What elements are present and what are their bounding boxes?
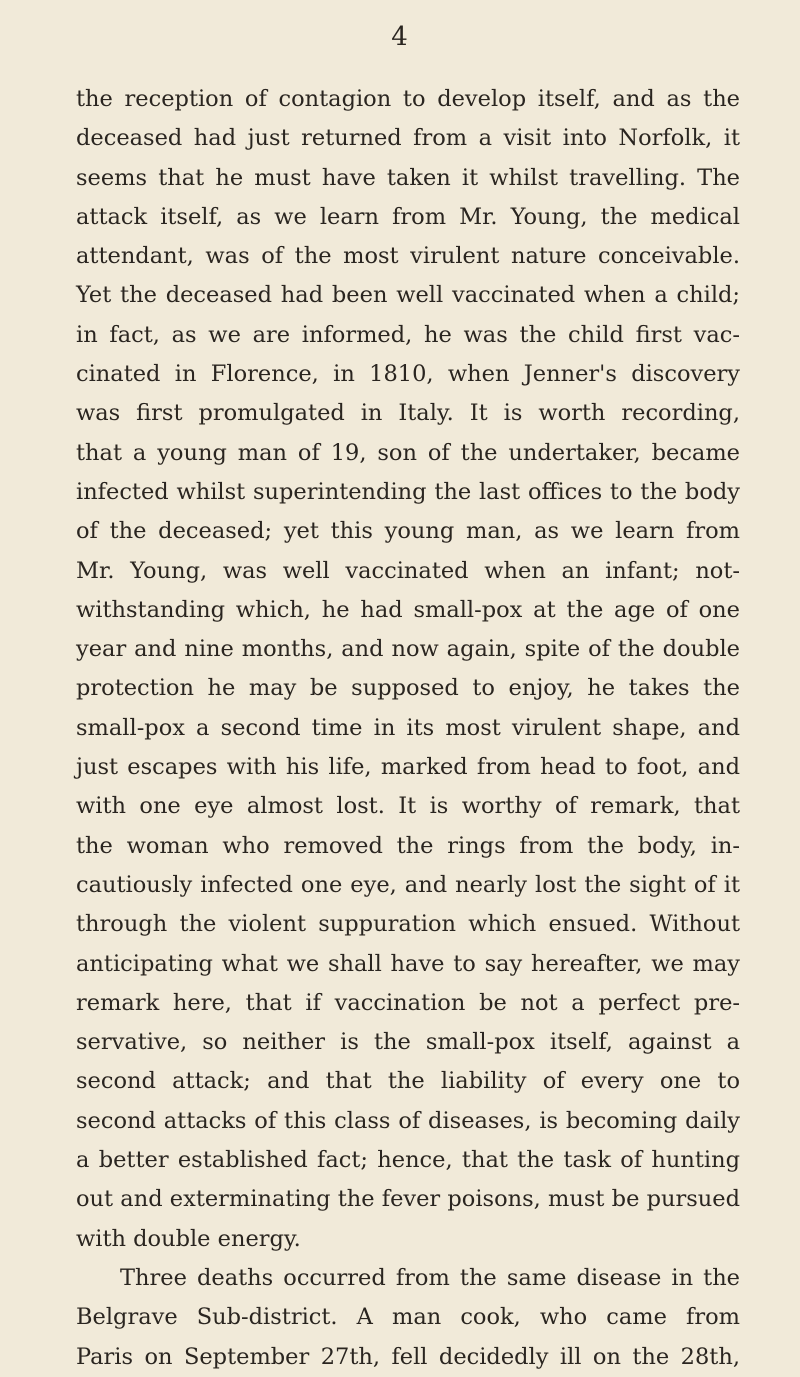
text-line: just escapes with his life, marked from head to foot, and <box>76 754 740 781</box>
text-line: cautiously infected one eye, and nearly lost the sight of it <box>76 871 740 898</box>
text-line: that a young man of 19, son of the undertaker, became <box>76 439 740 466</box>
text-line: infected whilst superintending the last offices to the body <box>76 478 740 505</box>
page-number: 4 <box>391 22 409 52</box>
body-text <box>76 80 740 1377</box>
text-line: Yet the deceased had been well vaccinated when a child; <box>76 282 740 309</box>
text-line: small-pox a second time in its most virulent shape, and <box>76 714 740 741</box>
text-line: cinated in Florence, in 1810, when Jenner's discovery <box>76 361 740 388</box>
text-line: a better established fact; hence, that the task of hunting <box>76 1147 740 1174</box>
text-line: Belgrave Sub-district. A man cook, who came from <box>76 1304 740 1331</box>
text-line: Three deaths occurred from the same disease in the <box>120 1264 740 1291</box>
text-line: Mr. Young, was well vaccinated when an infant; not- <box>76 557 740 584</box>
text-line: out and exterminating the fever poisons, must be pursued <box>76 1186 740 1213</box>
text-line: anticipating what we shall have to say hereafter, we may <box>76 950 740 977</box>
text-line: with double energy. <box>76 1225 301 1252</box>
text-line: with one eye almost lost. It is worthy of remark, that <box>76 793 740 820</box>
text-line: remark here, that if vaccination be not a perfect pre- <box>76 989 740 1016</box>
text-line: in fact, as we are informed, he was the child first vac- <box>76 321 740 348</box>
text-line: the woman who removed the rings from the body, in- <box>76 832 740 859</box>
text-line: seems that he must have taken it whilst travelling. The <box>76 164 740 191</box>
text-line: servative, so neither is the small-pox itself, against a <box>76 1029 740 1056</box>
text-line: second attacks of this class of diseases, is becoming daily <box>76 1107 740 1134</box>
text-line: the reception of contagion to develop itself, and as the <box>76 86 740 112</box>
text-line: Paris on September 27th, fell decidedly ill on the 28th, <box>76 1343 740 1370</box>
text-line: attack itself, as we learn from Mr. Young, the medical <box>76 203 740 230</box>
paragraph-1 <box>76 80 740 1259</box>
text-line: of the deceased; yet this young man, as we learn from <box>76 518 740 545</box>
paragraph-2 <box>76 1259 740 1377</box>
text-line: through the violent suppuration which ensued. Without <box>76 911 740 938</box>
text-line: attendant, was of the most virulent nature conceivable. <box>76 243 740 270</box>
text-line: year and nine months, and now again, spite of the double <box>76 636 740 663</box>
text-line: withstanding which, he had small-pox at the age of one <box>76 596 740 623</box>
text-line: deceased had just returned from a visit into Norfolk, it <box>76 125 740 152</box>
text-line: second attack; and that the liability of every one to <box>76 1068 740 1095</box>
text-line: was first promulgated in Italy. It is worth recording, <box>76 400 740 427</box>
text-line: protection he may be supposed to enjoy, he takes the <box>76 675 740 702</box>
